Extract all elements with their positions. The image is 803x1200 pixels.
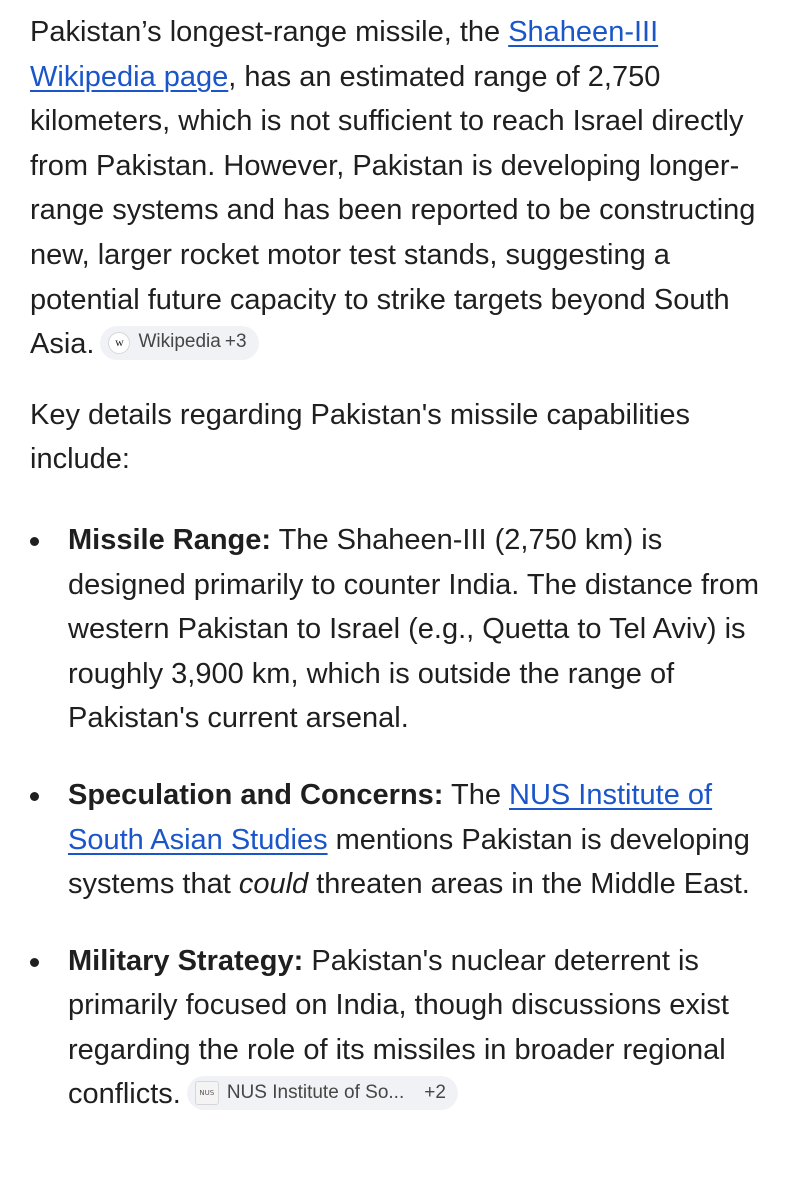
- source-chip-label: Wikipedia: [138, 331, 221, 353]
- key-details-list: [30, 518, 773, 1117]
- shaheen-iii-wikipedia-link[interactable]: Shaheen-III Wikipedia page: [30, 16, 659, 93]
- list-item-military-strategy: [30, 939, 773, 1117]
- bullet-text: Pakistan's nuclear deterrent is primarily focused on India, though discussions exist regarding the role of its missiles in broader regional conflicts.: [68, 944, 729, 1111]
- bullet-term: Speculation and Concerns:: [68, 778, 444, 811]
- source-chip-count: +2: [424, 1081, 446, 1103]
- bullet-text: mentions Pakistan is developing systems that: [68, 823, 750, 901]
- source-chip-count: +3: [224, 331, 247, 353]
- key-details-heading: Key details regarding Pakistan's missile capabilities include:: [30, 398, 690, 476]
- wikipedia-icon: w: [108, 332, 130, 354]
- intro-paragraph: [30, 10, 773, 367]
- bullet-text: threaten areas in the Middle East.: [308, 868, 750, 901]
- bullet-icon: [30, 537, 39, 546]
- nus-logo-icon: NUS: [195, 1081, 219, 1105]
- bullet-text: The: [443, 778, 510, 811]
- bullet-text: The Shaheen-III (2,750 km) is designed primarily to counter India. The distance from western Pakistan to Israel (e.g., Quetta to Tel Aviv) is roughly 3,900 km, which is outside the range of Pakistan's current arsenal.: [68, 523, 759, 735]
- list-item-speculation-concerns: [30, 773, 773, 907]
- bullet-icon: [30, 958, 39, 967]
- bullet-icon: [30, 792, 39, 801]
- list-item-missile-range: [30, 518, 773, 741]
- wikipedia-source-chip[interactable]: [100, 326, 258, 360]
- intro-text-before-link: Pakistan’s longest-range missile, the: [30, 16, 509, 48]
- bullet-term: Military Strategy:: [68, 944, 304, 977]
- nus-source-chip[interactable]: [187, 1076, 458, 1110]
- bullet-term: Missile Range:: [68, 523, 272, 556]
- emphasis-text: could: [238, 868, 309, 901]
- intro-text-after-link: , has an estimated range of 2,750 kilometers, which is not sufficient to reach Israel directly from Pakistan. However, Pakistan is developing longer-range systems and has been reported to be constructing new, larger rocket motor test stands, suggesting a potential future capacity to strike targets beyond South Asia.: [30, 60, 756, 361]
- source-chip-label: NUS Institute of So...: [226, 1081, 405, 1103]
- nus-institute-link[interactable]: NUS Institute of South Asian Studies: [68, 778, 713, 856]
